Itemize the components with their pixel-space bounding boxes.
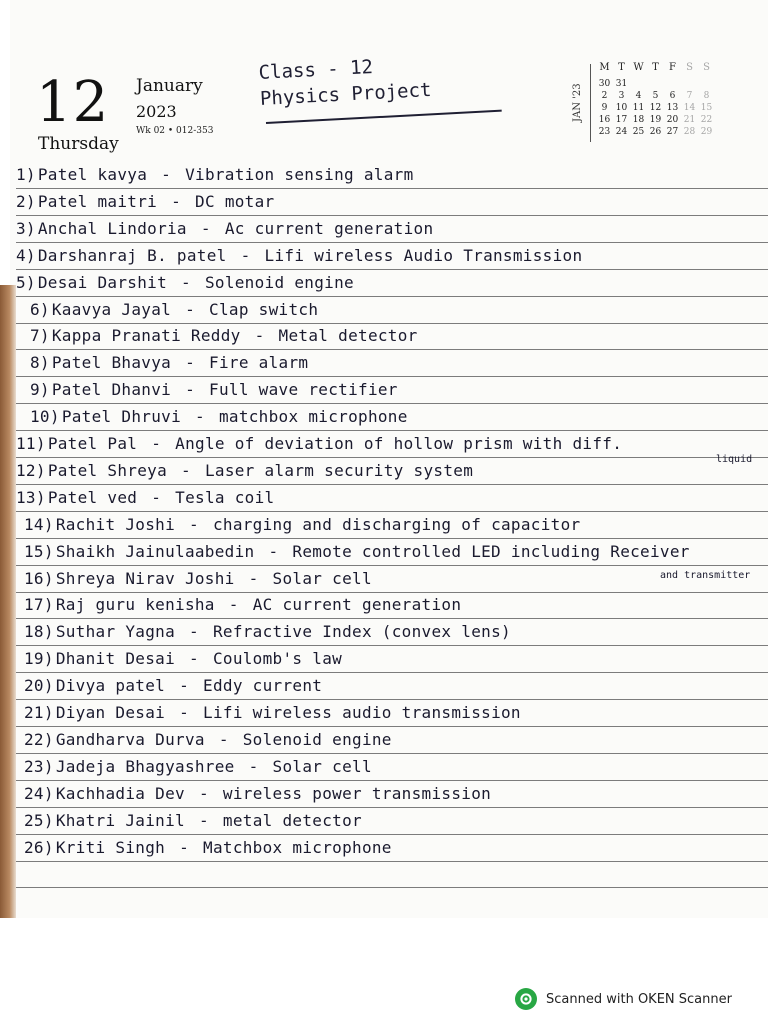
entry-number: 1) [16,165,36,184]
student-name: Dhanit Desai [55,649,176,668]
entry-number: 15) [24,542,54,561]
margin-note-liquid: liquid [716,454,753,465]
mini-calendar-date: 13 [666,103,679,113]
student-name: Diyan Desai [55,703,166,722]
mini-calendar-divider [590,64,591,142]
entry-number: 20) [24,676,54,695]
student-name: Patel Dhruvi [61,407,182,426]
project-list [16,162,768,918]
mini-calendar-date: 17 [615,115,628,125]
project-entry [16,270,756,296]
mini-calendar-week-row [596,102,715,114]
project-entry [30,350,768,376]
mini-calendar-date: 28 [683,127,696,137]
entry-number: 9) [30,380,50,399]
entry-separator: - [195,407,205,426]
project-entry [24,673,764,699]
project-topic: Remote controlled LED including Receiver [292,542,690,561]
project-topic: Solar cell [272,569,372,588]
entry-number: 2) [16,192,36,211]
project-entry [16,431,756,457]
mini-calendar-weekday: W [633,62,644,73]
mini-calendar-date: 18 [632,115,645,125]
project-entry [16,485,756,511]
student-name: Divya patel [55,676,166,695]
mini-calendar-date: 2 [601,91,608,101]
project-topic: Vibration sensing alarm [185,165,414,184]
entry-separator: - [228,595,239,614]
entry-separator: - [185,380,196,399]
project-topic: Solenoid engine [204,273,354,292]
project-topic: charging and discharging of capacitor [212,515,581,534]
entry-separator: - [248,757,259,776]
ruled-line [16,887,768,888]
mini-calendar-date: 15 [700,103,713,113]
student-name: Patel Dhanvi [51,380,172,399]
project-topic: Lifi wireless Audio Transmission [264,246,583,265]
student-name: Desai Darshit [37,273,168,292]
mini-calendar-weekday-header [596,62,715,73]
student-name: Suthar Yagna [55,622,176,641]
entry-number: 12) [16,461,46,480]
student-name: Patel Bhavya [51,353,172,372]
entry-number: 5) [16,273,36,292]
project-entry [24,808,764,834]
project-topic: Solenoid engine [242,730,392,749]
diary-weekday: Thursday [38,134,119,154]
project-topic: metal detector [222,811,362,830]
student-name: Shreya Nirav Joshi [55,569,235,588]
mini-calendar-weekday: F [669,62,676,73]
project-topic: Matchbox microphone [203,838,392,857]
entry-separator: - [240,246,251,265]
entry-separator: - [179,676,190,695]
project-entry [24,566,764,592]
mini-calendar-date: 9 [601,103,608,113]
project-topic: DC motar [195,192,275,211]
project-entry [24,754,764,780]
mini-calendar-weekday: M [599,62,610,73]
project-entry [24,539,764,565]
entry-separator: - [181,461,191,480]
diary-year: 2023 [136,102,177,121]
scanner-watermark-text: Scanned with OKEN Scanner [546,991,732,1007]
entry-separator: - [254,326,265,345]
mini-calendar [572,62,732,144]
project-entry [30,404,768,430]
entry-separator: - [179,838,190,857]
project-topic: Lifi wireless audio transmission [203,703,521,722]
mini-calendar-date: 26 [649,127,662,137]
entry-separator: - [179,703,190,722]
student-name: Patel Shreya [47,461,168,480]
mini-calendar-date: 4 [635,91,642,101]
project-topic: Ac current generation [224,219,434,238]
project-entry [24,727,764,753]
entry-separator: - [181,273,191,292]
mini-calendar-date: 14 [683,103,696,113]
mini-calendar-date: 21 [683,115,696,125]
project-entry [30,297,768,323]
entry-separator: - [218,730,229,749]
mini-calendar-date: 30 [598,79,611,89]
project-topic: Fire alarm [209,353,309,372]
diary-month: January [136,76,203,96]
entry-number: 23) [24,757,54,776]
project-topic: Refractive Index (convex lens) [212,622,511,641]
scanner-watermark [515,988,732,1010]
project-topic: Eddy current [203,676,323,695]
project-entry [24,835,764,861]
mini-calendar-date: 20 [666,115,679,125]
mini-calendar-date: 5 [652,91,659,101]
student-name: Gandharva Durva [55,730,205,749]
entry-number: 16) [24,569,54,588]
entry-number: 3) [16,219,36,238]
project-topic: Laser alarm security system [204,461,474,480]
project-topic: Full wave rectifier [209,380,398,399]
project-entry [24,646,764,672]
entry-number: 21) [24,703,54,722]
project-entry [16,216,756,242]
project-entry [24,619,764,645]
mini-calendar-date: 23 [598,127,611,137]
mini-calendar-date: 22 [700,115,713,125]
entry-number: 8) [30,353,50,372]
mini-calendar-date: 29 [700,127,713,137]
mini-calendar-weekday: T [618,62,625,73]
student-name: Khatri Jainil [55,811,185,830]
entry-separator: - [189,649,199,668]
student-name: Shaikh Jainulaabedin [55,542,255,561]
project-entry [16,458,756,484]
student-name: Darshanraj B. patel [37,246,227,265]
mini-calendar-weekday: T [652,62,659,73]
mini-calendar-week-row [596,78,715,90]
title-class: Class - 12 [258,56,374,84]
mini-calendar-week-row [596,126,715,138]
mini-calendar-month-label: JAN '23 [572,83,583,122]
mini-calendar-date: 10 [615,103,628,113]
entry-number: 11) [16,434,46,453]
entry-separator: - [189,515,199,534]
mini-calendar-date: 11 [632,103,645,113]
student-name: Kappa Pranati Reddy [51,326,241,345]
mini-calendar-date: 7 [686,91,693,101]
entry-number: 25) [24,811,54,830]
entry-number: 7) [30,326,50,345]
student-name: Rachit Joshi [55,515,176,534]
student-name: Patel maitri [37,192,158,211]
mini-calendar-week-row [596,114,715,126]
student-name: Kriti Singh [55,838,166,857]
entry-number: 4) [16,246,36,265]
ruled-line [16,861,768,862]
entry-number: 17) [24,595,54,614]
mini-calendar-date: 8 [703,91,710,101]
entry-number: 18) [24,622,54,641]
entry-separator: - [185,300,196,319]
oken-scanner-icon [515,988,537,1010]
project-entry [24,700,764,726]
entry-separator: - [189,622,199,641]
project-entry [30,377,768,403]
mini-calendar-grid [596,78,715,138]
project-topic: AC current generation [252,595,462,614]
project-topic: Angle of deviation of hollow prism with diff. [175,434,623,453]
page-title [258,51,432,112]
student-name: Jadeja Bhagyashree [55,757,235,776]
project-topic: Coulomb's law [212,649,343,668]
mini-calendar-date: 6 [669,91,676,101]
mini-calendar-date: 31 [615,79,628,89]
entry-separator: - [161,165,172,184]
entry-separator: - [151,488,162,507]
project-entry [30,323,768,349]
project-entry [24,592,764,618]
project-topic: matchbox microphone [218,407,408,426]
project-topic: Solar cell [272,757,372,776]
entry-number: 26) [24,838,54,857]
project-entry [16,162,756,188]
margin-note-transmitter: and transmitter [660,570,751,581]
student-name: Kaavya Jayal [51,300,172,319]
entry-number: 6) [30,300,50,319]
entry-number: 13) [16,488,46,507]
student-name: Kachhadia Dev [55,784,185,803]
mini-calendar-date: 25 [632,127,645,137]
mini-calendar-weekday: S [703,62,710,73]
student-name: Patel ved [47,488,138,507]
student-name: Raj guru kenisha [55,595,215,614]
mini-calendar-date: 16 [598,115,611,125]
entry-separator: - [268,542,279,561]
entry-separator: - [171,192,182,211]
entry-separator: - [151,434,162,453]
project-entry [24,512,764,538]
student-name: Patel kavya [37,165,148,184]
diary-week-info: Wk 02 • 012-353 [136,126,214,136]
entry-number: 24) [24,784,54,803]
entry-separator: - [200,219,211,238]
student-name: Patel Pal [47,434,138,453]
project-entry [16,243,756,269]
entry-separator: - [198,784,209,803]
project-topic: Clap switch [209,300,319,319]
mini-calendar-weekday: S [686,62,693,73]
entry-separator: - [185,353,196,372]
entry-separator: - [198,811,209,830]
entry-number: 14) [24,515,54,534]
mini-calendar-date: 3 [618,91,625,101]
project-topic: Tesla coil [175,488,275,507]
mini-calendar-date: 12 [649,103,662,113]
mini-calendar-date: 27 [666,127,679,137]
project-entry [24,781,764,807]
entry-separator: - [248,569,259,588]
page-edge-shadow [0,285,16,918]
diary-day-number: 12 [36,70,110,135]
project-topic: wireless power transmission [222,784,492,803]
entry-number: 19) [24,649,54,668]
mini-calendar-date: 19 [649,115,662,125]
entry-number: 10) [30,407,60,426]
mini-calendar-week-row [596,90,715,102]
mini-calendar-date: 24 [615,127,628,137]
title-subject: Physics Project [259,78,432,110]
entry-number: 22) [24,730,54,749]
project-topic: Metal detector [278,326,418,345]
student-name: Anchal Lindoria [37,219,187,238]
project-entry [16,189,756,215]
